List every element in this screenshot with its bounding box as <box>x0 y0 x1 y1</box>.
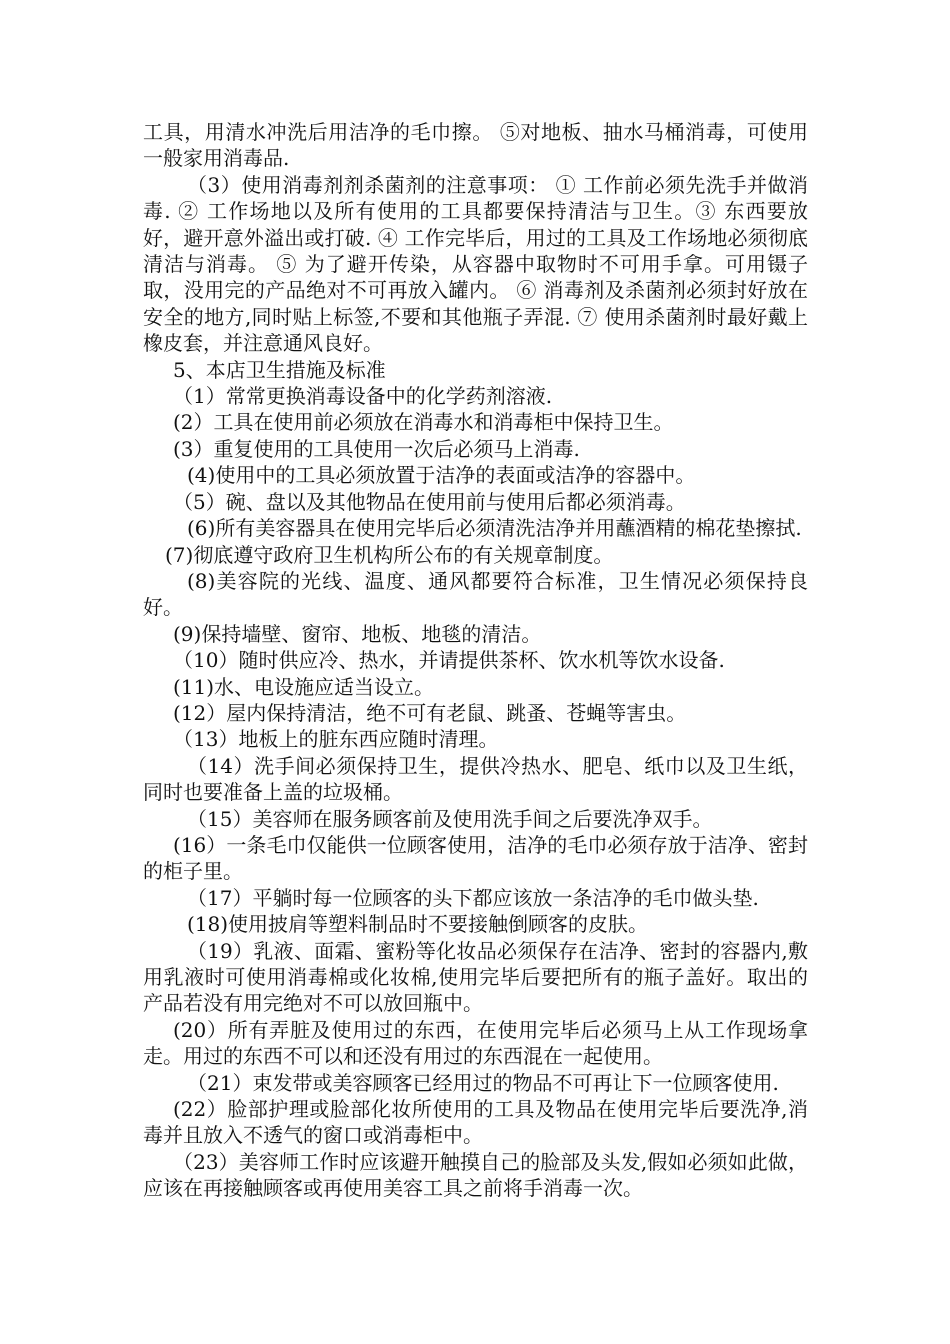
list-item: （15）美容师在服务顾客前及使用洗手间之后要洗净双手。 <box>187 806 713 831</box>
list-item: (4)使用中的工具必须放置于洁净的表面或洁净的容器中。 <box>187 463 696 488</box>
list-item: （1）常常更换消毒设备中的化学药剂溶液. <box>173 384 553 409</box>
list-item: （21）束发带或美容顾客已经用过的物品不可再让下一位顾客使用. <box>187 1070 779 1095</box>
list-item: (9)保持墙壁、窗帘、地板、地毯的清洁。 <box>173 621 542 646</box>
list-item: (3）重复使用的工具使用一次后必须马上消毒. <box>173 436 580 461</box>
list-item: (11)水、电设施应适当设立。 <box>173 674 435 699</box>
list-item: (2）工具在使用前必须放在消毒水和消毒柜中保持卫生。 <box>173 410 674 435</box>
list-item: （5）碗、盘以及其他物品在使用前与使用后都必须消毒。 <box>173 489 686 514</box>
list-item: (18)使用披肩等塑料制品时不要接触倒顾客的皮肤。 <box>187 912 649 937</box>
list-item: (12）屋内保持清洁，绝不可有老鼠、跳蚤、苍蝇等害虫。 <box>173 700 687 725</box>
list-item: （13）地板上的脏东西应随时清理。 <box>173 727 499 752</box>
list-item: (20）所有弄脏及使用过的东西，在使用完毕后必须马上从工作现场拿走。用过的东西不可以和还没有用过的东西混在一起使用。 <box>143 1017 808 1069</box>
document-page <box>143 119 808 1202</box>
list-item: (8)美容院的光线、温度、通风都要符合标准，卫生情况必须保持良好。 <box>143 568 808 620</box>
list-item: （10）随时供应冷、热水，并请提供茶杯、饮水机等饮水设备. <box>173 648 725 673</box>
list-item: (6)所有美容器具在使用完毕后必须清洗洁净并用蘸酒精的棉花垫擦拭. <box>187 516 802 541</box>
list-item: (16）一条毛巾仅能供一位顾客使用，洁净的毛巾必须存放于洁净、密封的柜子里。 <box>143 832 808 884</box>
paragraph: （3）使用消毒剂剂杀菌剂的注意事项： ① 工作前必须先洗手并做消毒. ② 工作场地以及所有使用的工具都要保持清洁与卫生。③ 东西要放好，避开意外溢出或打破. ④ 工作完毕后，用过的工具及工作场地必须彻底清洁与消毒。 ⑤ 为了避开传染，从容器中取物时不可用手拿。可用镊子取，没用完的产品绝对不可再放入罐内。 ⑥ 消毒剂及杀菌剂必须封好放在安全的地方,同时贴上标签,不要和其他瓶子弄混. ⑦ 使用杀菌剂时最好戴上橡皮套，并注意通风良好。 <box>143 172 808 356</box>
paragraph: 工具，用清水冲洗后用洁净的毛巾擦。 ⑤对地板、抽水马桶消毒，可使用一般家用消毒品. <box>143 120 808 171</box>
list-item: （17）平躺时每一位顾客的头下都应该放一条洁净的毛巾做头垫. <box>187 885 759 910</box>
list-item: (7)彻底遵守政府卫生机构所公布的有关规章制度。 <box>165 542 614 567</box>
section-heading: 5、本店卫生措施及标准 <box>173 357 386 382</box>
list-item: (22）脸部护理或脸部化妆所使用的工具及物品在使用完毕后要洗净,消毒并且放入不透气的窗口或消毒柜中。 <box>143 1097 808 1148</box>
list-item: （19）乳液、面霜、蜜粉等化妆品必须保存在洁净、密封的容器内,敷用乳液时可使用消毒棉或化妆棉,使用完毕后要把所有的瓶子盖好。取出的产品若没有用完绝对不可以放回瓶中。 <box>143 938 808 1016</box>
list-item: （23）美容师工作时应该避开触摸自己的脸部及头发,假如必须如此做，应该在再接触顾客或再使用美容工具之前将手消毒一次。 <box>143 1149 808 1201</box>
list-item: （14）洗手间必须保持卫生，提供冷热水、肥皂、纸巾以及卫生纸，同时也要准备上盖的垃圾桶。 <box>143 753 808 805</box>
